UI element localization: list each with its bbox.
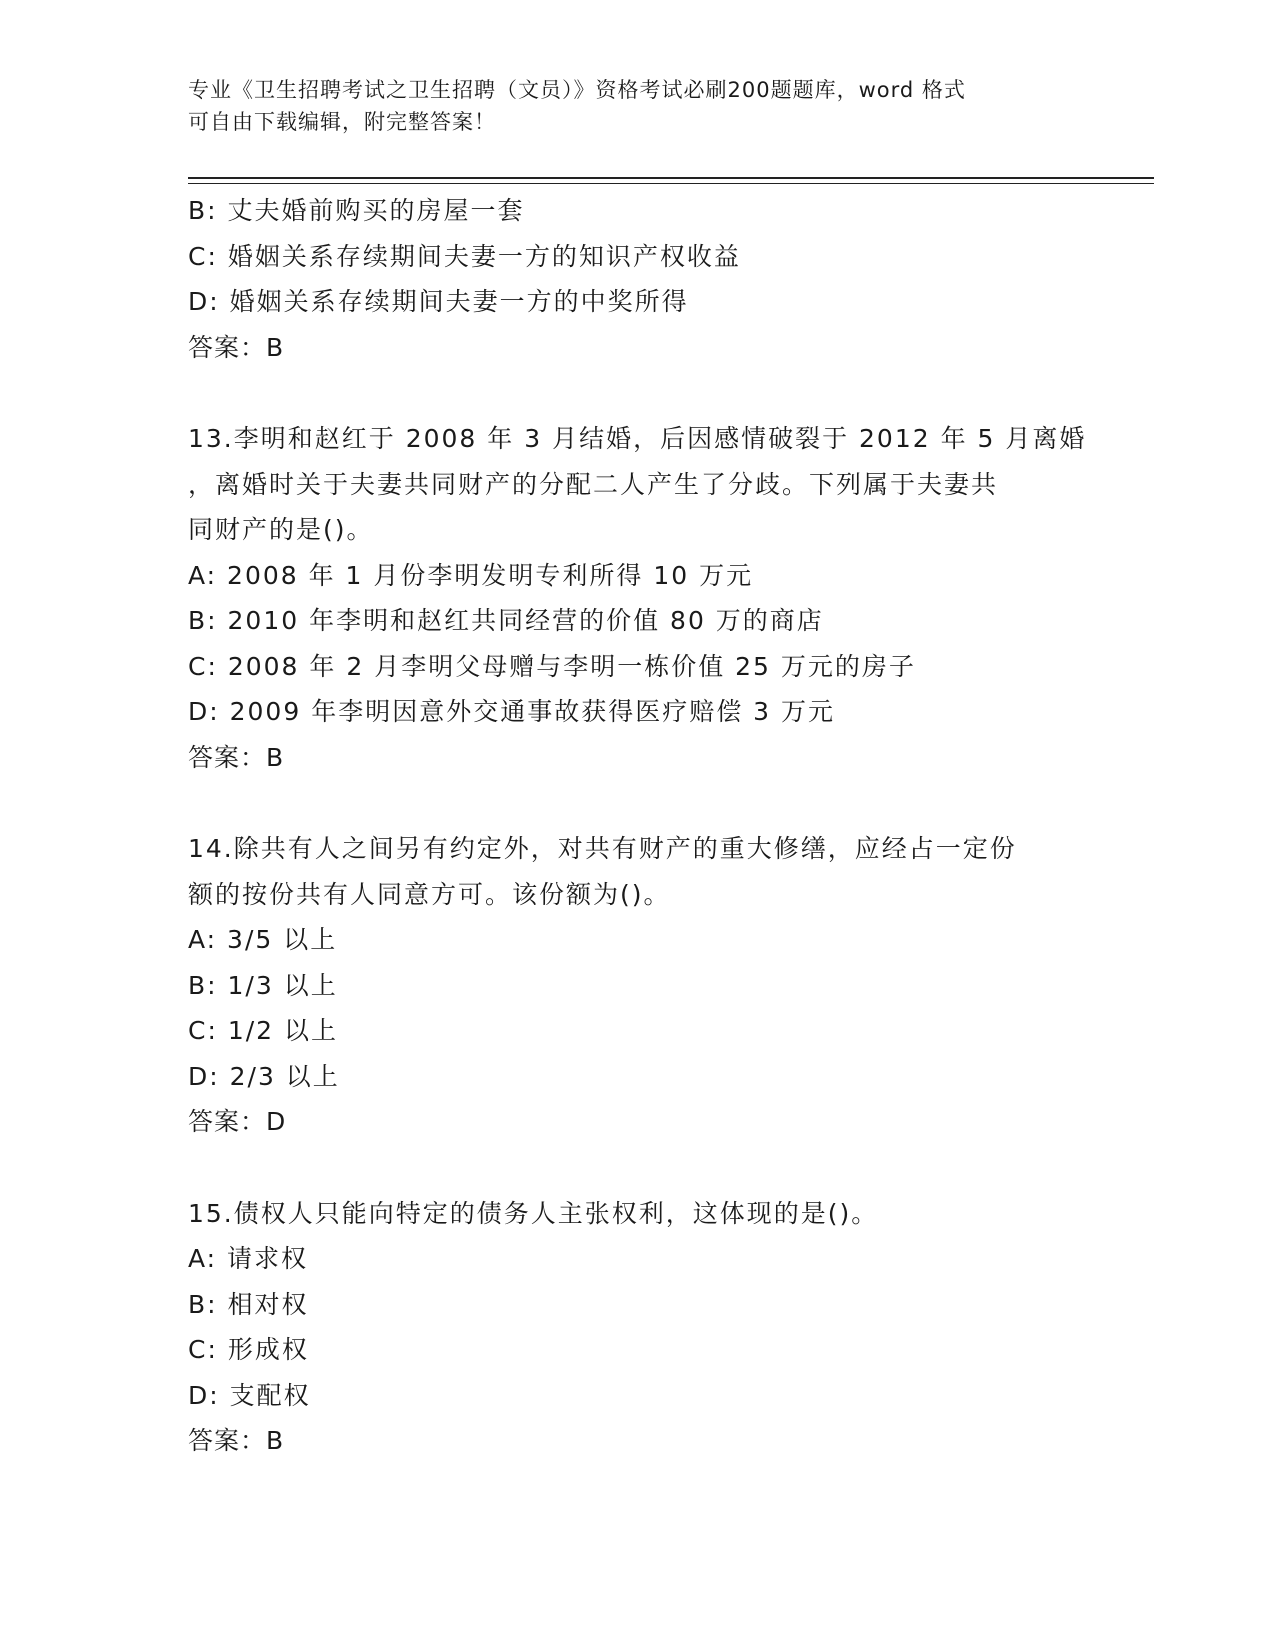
question-gap <box>188 1145 1088 1191</box>
question-stem-line: 额的按份共有人同意方可。该份额为()。 <box>188 879 671 909</box>
option-b: B: 丈夫婚前购买的房屋一套 <box>188 196 525 225</box>
header-line-2: 可自由下载编辑，附完整答案！ <box>188 110 496 134</box>
option-c: C: 形成权 <box>188 1335 309 1364</box>
option-a: A: 请求权 <box>188 1244 309 1273</box>
option-b: B: 1/3 以上 <box>188 970 338 1000</box>
answer-line: 答案：B <box>188 1426 285 1455</box>
question-stem-line: 15.债权人只能向特定的债务人主张权利，这体现的是()。 <box>188 1198 879 1228</box>
question-block-prev <box>188 188 1088 370</box>
option-d: D: 婚姻关系存续期间夫妻一方的中奖所得 <box>188 287 689 316</box>
question-block-15 <box>188 1191 1088 1464</box>
option-b: B: 相对权 <box>188 1289 309 1319</box>
question-stem-line: 同财产的是()。 <box>188 515 374 544</box>
option-c: C: 1/2 以上 <box>188 1016 339 1045</box>
question-stem-line: 13.李明和赵红于 2008 年 3 月结婚，后因感情破裂于 2012 年 5 月离婚 <box>188 424 1087 453</box>
option-a: A: 2008 年 1 月份李明发明专利所得 10 万元 <box>188 560 754 590</box>
option-d: D: 2009 年李明因意外交通事故获得医疗赔偿 3 万元 <box>188 697 835 726</box>
question-stem-line: ，离婚时关于夫妻共同财产的分配二人产生了分歧。下列属于夫妻共 <box>188 469 999 499</box>
option-b: B: 2010 年李明和赵红共同经营的价值 80 万的商店 <box>188 606 824 635</box>
answer-line: 答案：B <box>188 742 285 772</box>
answer-line: 答案：B <box>188 332 285 362</box>
question-list <box>188 188 1088 1464</box>
question-block-14 <box>188 826 1088 1145</box>
header-divider-thick <box>188 177 1154 179</box>
document-header <box>188 74 1068 138</box>
header-divider-thin <box>188 183 1154 184</box>
option-c: C: 2008 年 2 月李明父母赠与李明一栋价值 25 万元的房子 <box>188 651 916 681</box>
option-c: C: 婚姻关系存续期间夫妻一方的知识产权收益 <box>188 241 741 271</box>
question-gap <box>188 370 1088 416</box>
option-a: A: 3/5 以上 <box>188 925 338 954</box>
answer-line: 答案：D <box>188 1107 287 1136</box>
question-stem-line: 14.除共有人之间另有约定外，对共有财产的重大修缮，应经占一定份 <box>188 834 1017 863</box>
question-gap <box>188 780 1088 826</box>
option-d: D: 支配权 <box>188 1380 311 1410</box>
option-d: D: 2/3 以上 <box>188 1061 340 1091</box>
question-block-13 <box>188 416 1088 780</box>
header-line-1: 专业《卫生招聘考试之卫生招聘（文员）》资格考试必刷200题题库，word 格式 <box>188 78 966 102</box>
